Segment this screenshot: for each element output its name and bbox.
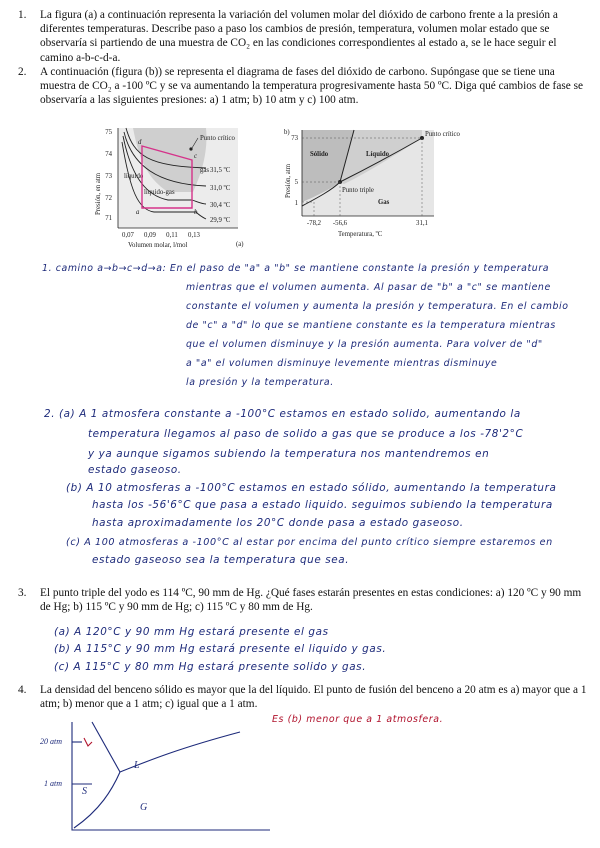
question-3-number: 3. (18, 587, 27, 599)
fig-a-critical-label: Punto crítico (200, 135, 235, 142)
sketch-20atm-label: 20 atm (40, 737, 62, 746)
fig-a-point-label: a (136, 209, 140, 216)
answer-4-sketch (30, 720, 280, 842)
fig-b-triple-label: Punto triple (342, 187, 374, 194)
fig-a-point-label: b (194, 209, 198, 216)
fig-a-tag: (a) (236, 241, 244, 248)
sketch-gas-label: G (140, 802, 148, 813)
answer-2-line: (b) A 10 atmosferas a -100°C estamos en estado sólido, aumentando la temperatura (66, 482, 557, 494)
fig-b-tag: b) (284, 129, 290, 136)
fig-b-xtick: 31,1 (416, 220, 428, 227)
question-3 (18, 586, 588, 614)
figure-b (282, 126, 460, 244)
fig-b-xtick: -78,2 (306, 220, 322, 227)
answer-1-line: que el volumen disminuye y la presión aumenta. Para volver de "d" (186, 339, 543, 350)
question-1-number: 1. (18, 9, 27, 21)
fig-a-liquid-gas-label: líquido-gas (144, 189, 175, 196)
answer-2-line: 2. (a) A 1 atmosfera constante a -100°C estamos en estado solido, aumentando la (44, 408, 521, 420)
fig-b-ytick: 1 (294, 200, 298, 207)
fig-b-gas-label: Gas (378, 199, 390, 206)
fig-b-solid-label: Sólido (310, 151, 329, 158)
question-4-text: La densidad del benceno sólido es mayor que la del líquido. El punto de fusión del benceno a 20 atm es a) mayor que a 1 atm; b) menor que a 1 atm; c) igual que a 1 atm. (40, 684, 587, 711)
answer-2-line: estado gaseoso sea la temperatura que sea. (92, 554, 350, 566)
sketch-solid-label: S (82, 786, 87, 797)
fig-a-xtick: 0,09 (144, 232, 156, 239)
fig-a-isotherm-label: 31,5 ºC (210, 167, 231, 174)
sketch-liquid-label: L (134, 760, 140, 771)
sketch-1atm-label: 1 atm (44, 779, 62, 788)
answer-1-line: la presión y la temperatura. (186, 377, 334, 388)
fig-b-ylabel: Presión, atm (285, 164, 292, 198)
answer-2-line: y ya aunque sigamos subiendo la temperatura nos mantendremos en (88, 448, 490, 460)
fig-b-xlabel: Temperatura, ºC (338, 231, 383, 238)
question-4-number: 4. (18, 684, 27, 696)
fig-a-xlabel: Volumen molar, l/mol (128, 242, 188, 249)
answer-3-line: (b) A 115°C y 90 mm Hg estará presente el liquido y gas. (54, 643, 387, 655)
answer-2-line: temperatura llegamos al paso de solido a gas que se produce a los -78'2°C (88, 428, 524, 440)
fig-a-xtick: 0,11 (166, 232, 178, 239)
fig-b-ytick: 73 (291, 135, 298, 142)
answer-2-line: estado gaseoso. (88, 464, 182, 476)
answer-2-line: hasta los -56'6°C que pasa a estado liquido. seguimos subiendo la temperatura (92, 499, 553, 511)
question-2-number: 2. (18, 66, 27, 78)
figure-a (88, 120, 278, 255)
fig-a-ytick: 74 (105, 151, 112, 158)
fig-a-ytick: 73 (105, 173, 112, 180)
fig-a-isotherm-label: 30,4 ºC (210, 202, 231, 209)
answer-4-text: Es (b) menor que a 1 atmosfera. (272, 714, 444, 725)
fig-a-ytick: 72 (105, 195, 112, 202)
fig-a-point-label: c (194, 153, 198, 160)
answer-1-line: a "a" el volumen disminuye levemente mientras disminuye (186, 358, 498, 369)
question-1-text: La figura (a) a continuación representa la variación del volumen molar del dióxido de carbono frente a la presión a diferentes temperaturas. Describe paso a paso los cambios de presión, temperatura, volumen molar estado que se observaría si partiendo de una muestra de CO₂ en las condiciones correspondientes al estado a, se le hace seguir el camino a-b-c-d-a. (40, 9, 558, 64)
fig-a-gas-label: gas (200, 167, 210, 174)
fig-a-ylabel: Presión, en atm (95, 172, 102, 215)
answer-1-line: de "c" a "d" lo que se mantiene constante es la temperatura mientras (186, 320, 556, 331)
fig-a-liquid-label: líquido (124, 173, 144, 180)
fig-a-xtick: 0,07 (122, 232, 134, 239)
fig-a-xtick: 0,13 (188, 232, 200, 239)
answer-1-line: mientras que el volumen aumenta. Al pasar de "b" a "c" se mantiene (186, 282, 551, 293)
fig-b-xtick: -56,6 (332, 220, 348, 227)
fig-a-isotherm-label: 31,0 ºC (210, 185, 231, 192)
answer-2-line: hasta aproximadamente los 20°C donde pasa a estado gaseoso. (92, 517, 464, 529)
question-3-text: El punto triple del yodo es 114 ºC, 90 mm de Hg. ¿Qué fases estarán presentes en estas condiciones: a) 120 ºC y 90 mm de Hg; b) 115 ºC y 90 mm de Hg; c) 115 ºC y 80 mm de Hg. (40, 587, 582, 614)
fig-a-point-label: d (138, 139, 142, 146)
answer-3-line: (c) A 115°C y 80 mm Hg estará presente solido y gas. (54, 661, 367, 673)
question-2 (18, 65, 588, 108)
fig-b-critical-label: Punto crítico (425, 131, 460, 138)
answer-1-line: constante el volumen y aumenta la presión y temperatura. En el cambio (186, 301, 569, 312)
question-4 (18, 683, 588, 711)
fig-a-ytick: 75 (105, 129, 112, 136)
answer-2-line: (c) A 100 atmosferas a -100°C al estar por encima del punto crítico siempre estaremos en (66, 537, 553, 548)
question-2-text: A continuación (figura (b)) se representa el diagrama de fases del dióxido de carbono. Supóngase que se tiene una muestra de CO₂ a -100 ºC y se va aumentando la temperatura progresivamente hasta 50 ºC. Diga qué cambios de fase se observaría a las siguientes presiones: a) 1 atm; b) 10 atm y c) 100 atm. (40, 66, 583, 107)
fig-a-ytick: 71 (105, 215, 112, 222)
fig-a-isotherm-label: 29,9 ºC (210, 217, 231, 224)
answer-1-line: 1. camino a→b→c→d→a: En el paso de "a" a "b" se mantiene constante la presión y temperatura (42, 263, 550, 274)
question-1 (18, 8, 588, 65)
fig-b-liquid-label: Líquido (366, 151, 390, 158)
fig-b-ytick: 5 (294, 179, 298, 186)
answer-3-line: (a) A 120°C y 90 mm Hg estará presente el gas (54, 626, 329, 638)
